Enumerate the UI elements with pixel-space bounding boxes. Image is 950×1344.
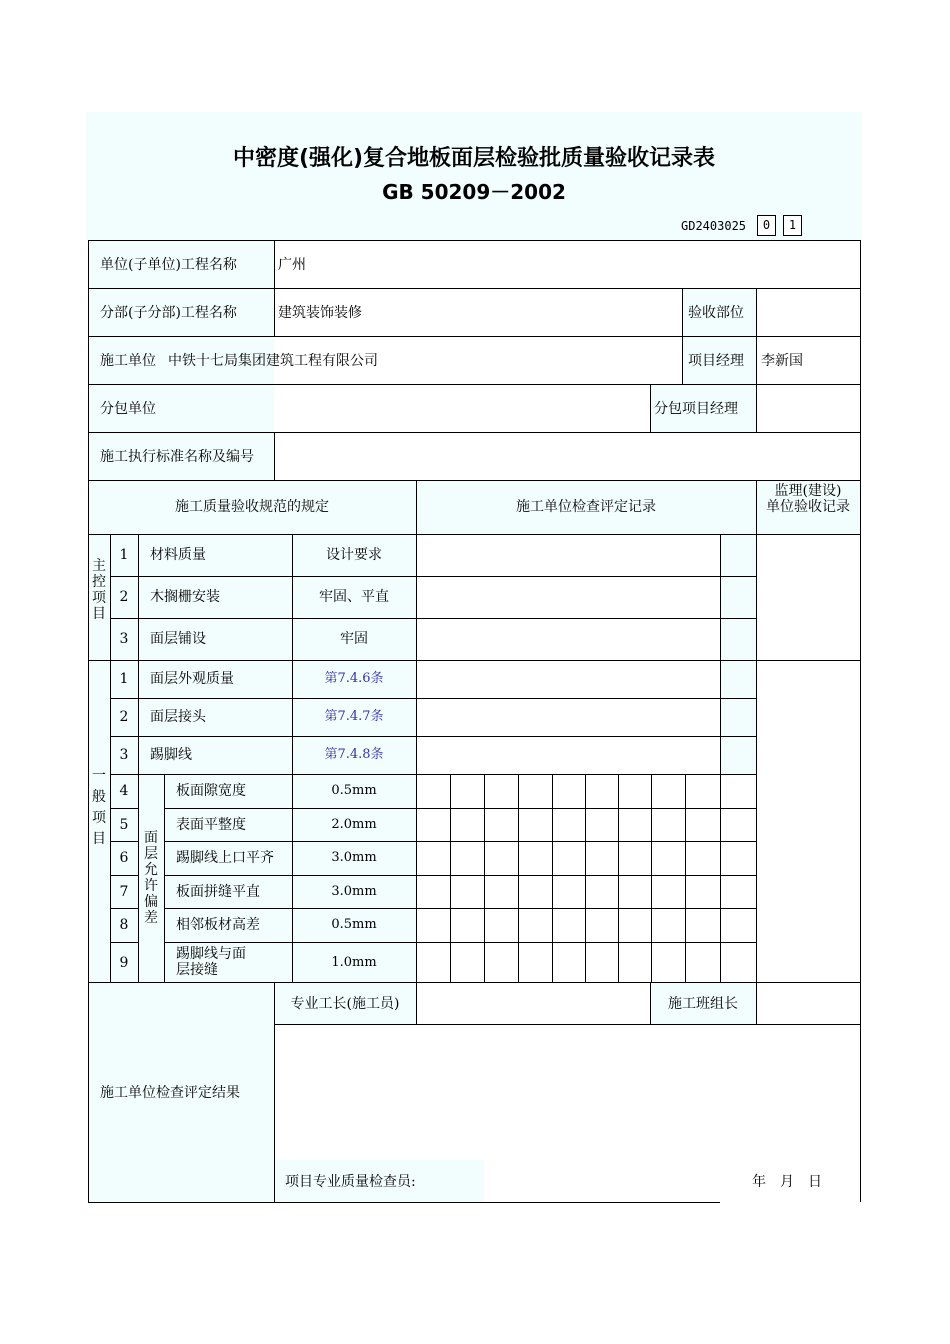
general-item-no: 1	[119, 671, 129, 687]
main-item-req: 设计要求	[326, 547, 382, 563]
team-leader-field[interactable]	[757, 983, 860, 1024]
general-group-label: 一般项目	[92, 768, 106, 847]
deviation-item-req: 2.0mm	[331, 817, 377, 832]
form-code: GD2403025	[681, 219, 747, 233]
foreman-field[interactable]	[417, 983, 650, 1024]
sub-pm-field[interactable]	[757, 385, 860, 432]
main-item-req: 牢固	[340, 631, 368, 647]
main-item-no: 1	[119, 547, 129, 563]
deviation-group-label: 面层允许偏差	[144, 830, 158, 926]
project-manager-value[interactable]: 李新国	[761, 353, 803, 369]
general-item-req: 第7.4.7条	[324, 709, 384, 724]
record-header: 施工单位检查评定记录	[516, 499, 656, 515]
acceptance-part-field[interactable]	[757, 289, 860, 336]
deviation-item-no: 7	[119, 884, 129, 900]
deviation-item-req: 0.5mm	[331, 917, 377, 932]
deviation-item-no: 4	[119, 783, 129, 799]
deviation-item-req: 3.0mm	[331, 850, 377, 865]
general-item-name: 面层接头	[150, 709, 206, 725]
deviation-item-req: 3.0mm	[331, 884, 377, 899]
form-box-2: 1	[783, 215, 802, 236]
unit-project-label: 单位(子单位)工程名称	[100, 257, 237, 273]
main-item-name: 材料质量	[150, 547, 206, 563]
standard-label: 施工执行标准名称及编号	[100, 449, 254, 465]
supervision-header-line1: 监理(建设)	[774, 483, 842, 499]
deviation-item-name-line1: 踢脚线与面	[176, 946, 246, 962]
project-manager-label: 项目经理	[688, 353, 744, 369]
deviation-item-name: 板面隙宽度	[176, 783, 246, 799]
sub-project-value[interactable]: 建筑装饰装修	[278, 305, 362, 321]
page-title: 中密度(强化)复合地板面层检验批质量验收记录表	[232, 146, 716, 171]
main-item-name: 木搁栅安装	[150, 589, 220, 605]
standard-field[interactable]	[275, 433, 860, 480]
deviation-item-no: 6	[119, 850, 129, 866]
sub-project-label: 分部(子分部)工程名称	[100, 305, 237, 321]
standard-code: GB 50209－2002	[382, 180, 566, 204]
deviation-item-no: 8	[119, 917, 129, 933]
deviation-item-name-line2: 层接缝	[176, 962, 218, 978]
unit-project-value[interactable]: 广州	[278, 257, 306, 273]
general-item-name: 踢脚线	[150, 747, 192, 763]
deviation-item-name: 相邻板材高差	[176, 917, 260, 933]
result-field[interactable]	[275, 1025, 860, 1159]
supervision-header-line2: 单位验收记录	[766, 499, 850, 515]
main-item-name: 面层铺设	[150, 631, 206, 647]
spec-header: 施工质量验收规范的规定	[175, 499, 329, 515]
deviation-item-name: 踢脚线上口平齐	[176, 850, 274, 866]
record-end-background	[720, 534, 756, 774]
subcontractor-label: 分包单位	[100, 401, 156, 417]
form-box-1: 0	[757, 215, 776, 236]
general-item-req: 第7.4.6条	[324, 671, 384, 686]
inspector-label: 项目专业质量检查员:	[285, 1174, 416, 1190]
subcontractor-field[interactable]	[166, 385, 650, 432]
main-item-no: 2	[119, 589, 129, 605]
contractor-label: 施工单位	[100, 353, 156, 369]
result-label: 施工单位检查评定结果	[100, 1085, 240, 1101]
main-item-req: 牢固、平直	[319, 589, 389, 605]
deviation-item-name: 板面拼缝平直	[176, 884, 260, 900]
general-item-no: 3	[119, 747, 129, 763]
general-item-name: 面层外观质量	[150, 671, 234, 687]
main-item-no: 3	[119, 631, 129, 647]
acceptance-part-label: 验收部位	[688, 305, 744, 321]
deviation-item-no: 9	[119, 955, 129, 971]
deviation-item-name: 表面平整度	[176, 817, 246, 833]
deviation-item-req: 0.5mm	[331, 783, 377, 798]
team-leader-label: 施工班组长	[668, 996, 738, 1012]
date-label: 年 月 日	[752, 1174, 822, 1190]
deviation-item-no: 5	[119, 817, 129, 833]
foreman-label: 专业工长(施工员)	[290, 996, 400, 1012]
contractor-value[interactable]: 中铁十七局集团建筑工程有限公司	[168, 353, 378, 369]
general-item-no: 2	[119, 709, 129, 725]
main-group-label: 主控项目	[92, 558, 106, 622]
general-item-req: 第7.4.8条	[324, 747, 384, 762]
sub-pm-label: 分包项目经理	[654, 401, 738, 417]
deviation-item-req: 1.0mm	[331, 955, 377, 970]
